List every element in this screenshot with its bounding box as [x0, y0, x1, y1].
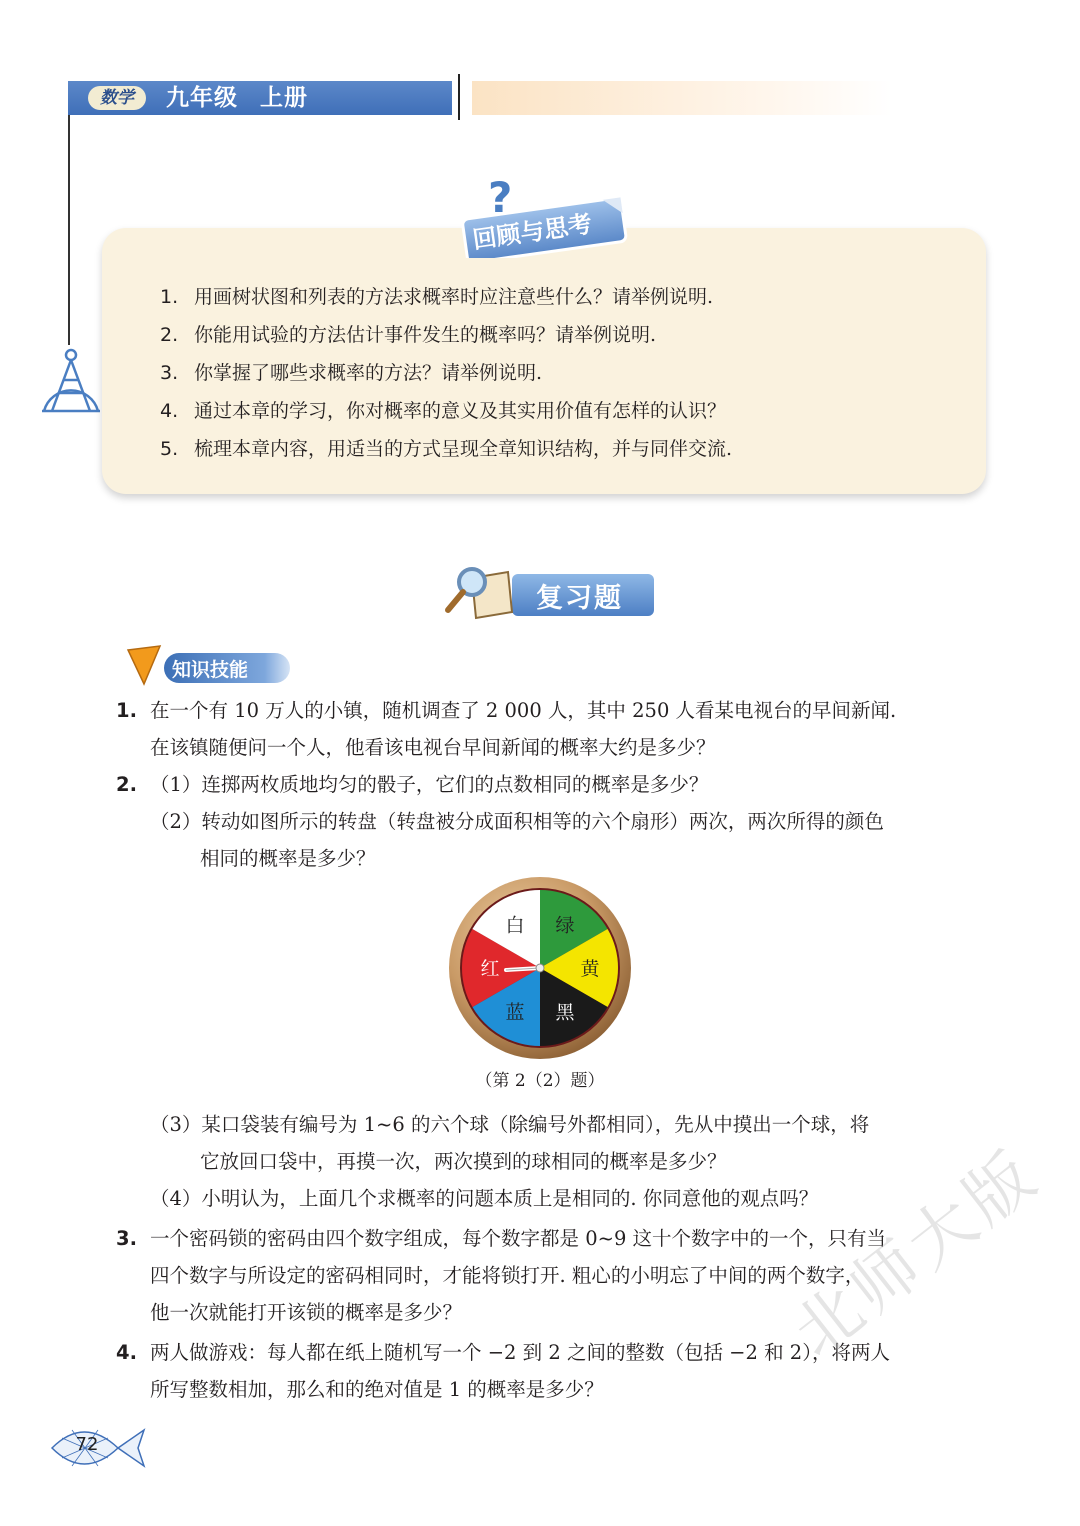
exercises-title: 复习题 — [536, 583, 623, 614]
header-fade-bar — [472, 81, 892, 115]
wheel-sector-label: 绿 — [555, 914, 575, 937]
pennant-icon — [128, 646, 160, 684]
question-2: 2. （1）连掷两枚质地均匀的骰子，它们的点数相同的概率是多少？ （2）转动如图所示的转盘（转盘被分成面积相等的六个扇形）两次，两次所得的颜色 相同的概率是多少？ — [116, 773, 884, 870]
watermark: 北师大版 — [779, 1134, 1054, 1373]
volume-label: 上册 — [260, 85, 308, 111]
wheel-sector-label: 白 — [505, 914, 525, 937]
compass-icon — [40, 345, 102, 417]
list-item: 3. 你掌握了哪些求概率的方法？请举例说明. — [160, 362, 543, 384]
header-title — [166, 83, 330, 113]
subject-badge: 数学 — [88, 86, 146, 110]
list-item: 2. 你能用试验的方法估计事件发生的概率吗？请举例说明. — [160, 324, 657, 346]
magnifier-book-icon — [448, 569, 512, 618]
wheel-sector-label: 黑 — [555, 1001, 575, 1024]
wheel-sector-label: 红 — [480, 958, 500, 980]
review-list — [160, 282, 980, 472]
wheel-sector-label: 蓝 — [505, 1001, 525, 1024]
wheel-sector-label: 黄 — [580, 958, 600, 980]
header-separator — [458, 74, 460, 120]
question-3: 3. 一个密码锁的密码由四个数字组成，每个数字都是 0~9 这十个数字中的一个，只有当 四个数字与所设定的密码相同时，才能将锁打开. 粗心的小明忘了中间的两个数字， 他一次就能打开该锁的概率是多少？ — [116, 1227, 887, 1324]
question-2-parts: （3）某口袋装有编号为 1~6 的六个球（除编号外都相同），先从中摸出一个球，将 它放回口袋中，再摸一次，两次摸到的球相同的概率是多少？ （4）小明认为，上面几个求概率的问题本质上是相同的. 你同意他的观点吗？ — [150, 1113, 870, 1210]
page-number: 72 — [75, 1434, 99, 1455]
svg-text:?: ? — [488, 178, 513, 222]
figure-caption: （第 2（2）题） — [475, 1071, 605, 1091]
grade-label: 九年级 — [166, 85, 238, 111]
review-tag-label: 回顾与思考 — [470, 209, 594, 255]
list-item: 1. 用画树状图和列表的方法求概率时应注意些什么？请举例说明. — [160, 286, 714, 308]
skills-title: 知识技能 — [172, 659, 249, 681]
list-item: 5. 梳理本章内容，用适当的方式呈现全章知识结构，并与同伴交流. — [160, 438, 733, 460]
list-item: 4. 通过本章的学习，你对概率的意义及其实用价值有怎样的认识？ — [160, 400, 727, 422]
question-1: 1. 在一个有 10 万人的小镇，随机调查了 2 000 人，其中 250 人看某电视台的早间新闻. 在该镇随便问一个人，他看该电视台早间新闻的概率大约是多少？ — [116, 699, 897, 759]
question-4: 4. 两人做游戏：每人都在纸上随机写一个 −2 到 2 之间的整数（包括 −2 和 2），将两人 所写整数相加，那么和的绝对值是 1 的概率是多少？ — [116, 1341, 890, 1401]
margin-line — [68, 115, 70, 345]
spinner-wheel — [448, 876, 632, 1060]
